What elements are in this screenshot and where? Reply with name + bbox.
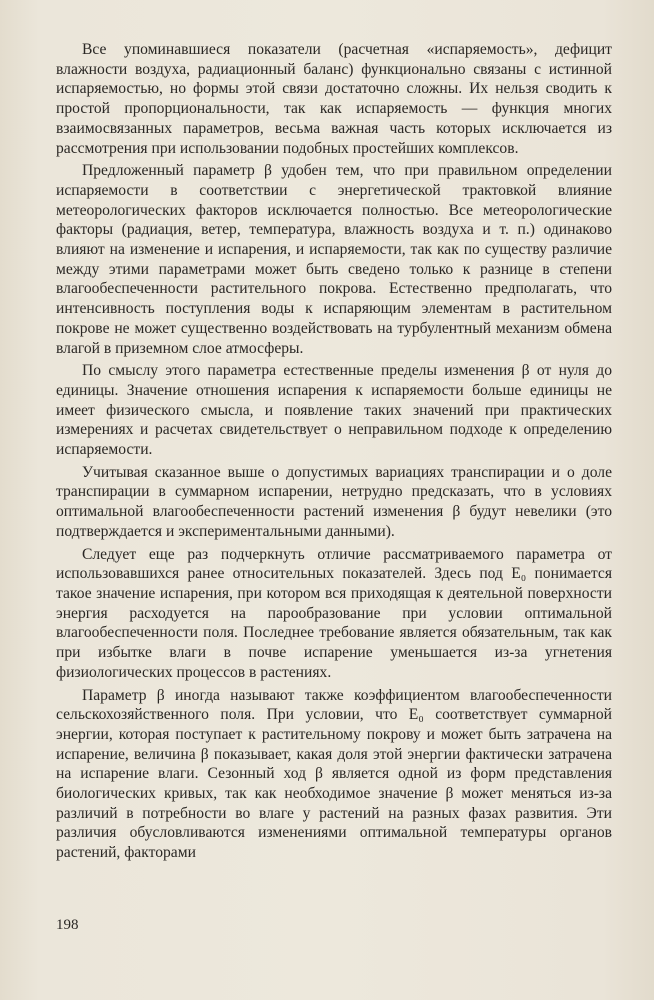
paragraph: Учитывая сказанное выше о допустимых вариациях транспирации и о доле транспирации в суммарном испарении, нетрудно предсказать, что в условиях оптимальной влагообеспеченности растений изменения β будут невелики (это подтверждается и экспериментальными данными).	[56, 463, 612, 540]
body-text	[56, 40, 612, 863]
paragraph: Все упоминавшиеся показатели (расчетная «испаряемость», дефицит влажности воздуха, радиационный баланс) функционально связаны с истинной испаряемостью, но формы этой связи достаточно сложны. Их нельзя сводить к простой пропорциональности, так как испаряемость — функция многих взаимосвязанных параметров, весьма важная часть которых исключается из рассмотрения при использовании подобных простейших комплексов.	[56, 41, 612, 157]
paragraph: Параметр β иногда называют также коэффициентом влагообеспеченности сельскохозяйственного поля. При условии, что E₀ соответствует суммарной энергии, которая поступает к растительному покрову и может быть затрачена на испарение, величина β показывает, какая доля этой энергии фактически затрачена на испарение влаги. Сезонный ход β является одной из форм представления биологических кривых, так как необходимое значение β может меняться из-за различий в потребности во влаге у растений на разных фазах развития. Эти различия обусловливаются изменениями оптимальной температуры органов растений, факторами	[56, 686, 612, 862]
paragraph: Следует еще раз подчеркнуть отличие рассматриваемого параметра от использовавшихся ранее относительных показателей. Здесь под E₀ понимается такое значение испарения, при котором вся приходящая к деятельной поверхности энергия расходуется на парообразование при условии оптимальной влагообеспеченности поля. Последнее требование является обязательным, так как при избытке влаги в почве испарение уменьшается из-за угнетения физиологических процессов в растениях.	[56, 545, 612, 681]
paragraph: Предложенный параметр β удобен тем, что при правильном определении испаряемости в соответствии с энергетической трактовкой влияние метеорологических факторов исключается полностью. Все метеорологические факторы (радиация, ветер, температура, влажность воздуха и т. п.) одинаково влияют на изменение и испарения, и испаряемости, так как по существу различие между этими параметрами может быть сведено только к разнице в степени влагообеспеченности растительного покрова. Естественно предполагать, что интенсивность поступления воды к испаряющим элементам в растительном покрове не может существенно воздействовать на турбулентный механизм обмена влагой в приземном слое атмосферы.	[56, 162, 612, 357]
paragraph: По смыслу этого параметра естественные пределы изменения β от нуля до единицы. Значение отношения испарения к испаряемости больше единицы не имеет физического смысла, и появление таких значений при практических измерениях и расчетах свидетельствует о неправильном подходе к определению испаряемости.	[56, 362, 612, 459]
page-number: 198	[56, 917, 79, 933]
